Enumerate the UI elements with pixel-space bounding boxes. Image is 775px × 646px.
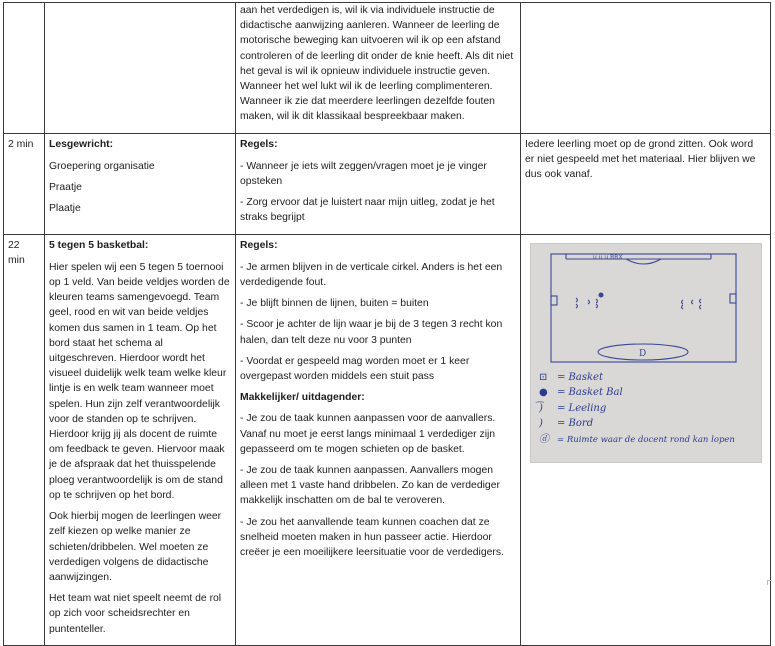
rule-item: - Wanneer je iets wilt zeggen/vragen moet je je vinger opsteken <box>240 160 487 188</box>
board-icon: ) <box>539 418 543 430</box>
legend-label: = Basket Bal <box>557 387 623 399</box>
teacher-zone-letter: D <box>639 348 647 359</box>
activity-line: Praatje <box>49 182 82 194</box>
rules-continuation-text: aan het verdedigen is, wil ik via individuele instructie de didactische aanwijzing aanleren. Wanneer de leerling de motorische beweging kan uitvoeren wil ik op een afstand controleren of de leerling dit onder de knie heeft. Als dit niet het geval is wil ik opnieuw individuele instructie geven. Wanneer het wel lukt wil ik de leerling complimenteren. Wanneer ik zie dat meerdere leerlingen dezelfde fouten maken, wil ik dit klassikaal bespreekbaar maken. <box>240 5 514 123</box>
time-label: 2 min <box>8 138 34 150</box>
activity-paragraph: Het team wat niet speelt neemt de rol op zich voor scheidsrechter en puntenteller. <box>49 593 222 635</box>
variation-item: - Je zou de taak kunnen aanpassen. Aanvallers mogen alleen met 1 vaste hand dribbelen. Zo kan de verdediger makkelijk inschatten om de bal te veroveren. <box>240 465 500 507</box>
variations-title: Makkelijker/ uitdagender: <box>240 392 365 404</box>
notes-cell <box>521 234 771 645</box>
ball-icon <box>599 293 603 297</box>
teacher-zone-icon: ⓓ <box>539 433 549 445</box>
activity-title: 5 tegen 5 basketbal: <box>49 239 149 251</box>
variation-item: - Je zou de taak kunnen aanpassen voor de aanvallers. Vanaf nu moet je eerst langs minimaal 1 verdediger zijn gepasseerd om te mogen schieten op de basket. <box>240 413 496 455</box>
legend-label: = Leeling <box>557 402 607 414</box>
court-outline <box>551 254 736 362</box>
student-icon: ͡) <box>539 402 543 414</box>
basket-icon <box>730 294 736 303</box>
notes-text: Iedere leerling moet op de grond zitten. Ook word er niet gespeeld met het materiaal. Hier blijven we dus ook vanaf. <box>525 138 756 181</box>
rules-title: Regels: <box>240 239 278 251</box>
time-cell <box>4 3 45 134</box>
court-sketch-photo <box>530 243 762 463</box>
activity-paragraph: Ook hierbij mogen de leerlingen weer zelf kiezen op welke manier ze schieten/dribbelen. Wel moeten ze verdedigen volgens de didactische aanwijzingen. <box>49 511 222 583</box>
students-team-a <box>576 298 598 308</box>
basket-icon <box>551 296 557 305</box>
rules-cell <box>236 133 521 234</box>
legend-label: = Bord <box>557 418 594 430</box>
legend-item <box>539 432 735 449</box>
variation-item: - Je zou het aanvallende team kunnen coachen dat ze snelheid moeten maken in hun passeer actie. Hierdoor creëer je een moeilijkere leersituatie voor de verdedigers. <box>240 516 504 559</box>
sketch-legend <box>539 370 735 449</box>
activity-line: Plaatje <box>49 203 81 215</box>
rule-item: - Je blijft binnen de lijnen, buiten = buiten <box>240 298 429 310</box>
rule-item: - Scoor je achter de lijn waar je bij de 3 tegen 3 recht kon halen, dan telt deze nu voor 3 punten <box>240 319 503 346</box>
legend-item <box>539 401 735 417</box>
legend-label: = Basket <box>557 371 603 383</box>
legend-item <box>539 370 735 386</box>
activity-cell <box>45 3 236 134</box>
legend-item <box>539 416 735 432</box>
board-arc <box>626 259 661 264</box>
basket-icon: ⊡ <box>539 371 548 383</box>
table-row <box>4 133 771 234</box>
activity-title: Lesgewricht: <box>49 138 114 150</box>
table-row <box>4 3 771 134</box>
time-cell <box>4 133 45 234</box>
rule-item: - Je armen blijven in de verticale cirkel. Anders is het een verdedigende fout. <box>240 261 503 289</box>
rule-item: - Voordat er gespeeld mag worden moet er 1 keer overgepast worden middels een stuit pass <box>240 355 470 383</box>
table-row <box>4 234 771 645</box>
activity-cell <box>45 234 236 645</box>
students-team-b <box>682 299 702 309</box>
rules-cell <box>236 234 521 645</box>
notes-cell <box>521 133 771 234</box>
activity-cell <box>45 133 236 234</box>
lesson-plan-table <box>3 2 771 646</box>
rules-cell <box>236 3 521 134</box>
rule-item: - Zorg ervoor dat je luistert naar mijn uitleg, zodat je het straks begrijpt <box>240 197 495 224</box>
board-marks: u u u RRX <box>593 253 623 261</box>
notes-cell <box>521 3 771 134</box>
rules-title: Regels: <box>240 138 278 150</box>
ball-icon: ● <box>539 387 548 399</box>
activity-line: Groepering organisatie <box>49 160 155 172</box>
time-label: 22 min <box>8 239 25 266</box>
legend-item <box>539 385 735 401</box>
page-corner-mark <box>767 580 772 585</box>
activity-paragraph: Hier spelen wij een 5 tegen 5 toernooi op 1 veld. Van beide veldjes worden de kleuren teams samengevoegd. Team geel, rood en wit van beide veldjes komen dus samen in 1 team. Op het bord staat het schema al uitgeschreven. Hierdoor wordt het visueel duidelijk welk team welke kleur lintje is en welk team wanneer moet spelen. Hun zijn zelf verantwoordelijk voor de standen op te schrijven. Hierdoor krijg jij als docent de ruimte om feedback te geven. Hiervoor maak je de afspraak dat het thuisspelende ploeg verantwoordelijk is om de stand op te schrijven op het bord. <box>49 261 230 501</box>
time-cell <box>4 234 45 645</box>
legend-label: = Ruimte waar de docent rond kan lopen <box>557 434 735 445</box>
